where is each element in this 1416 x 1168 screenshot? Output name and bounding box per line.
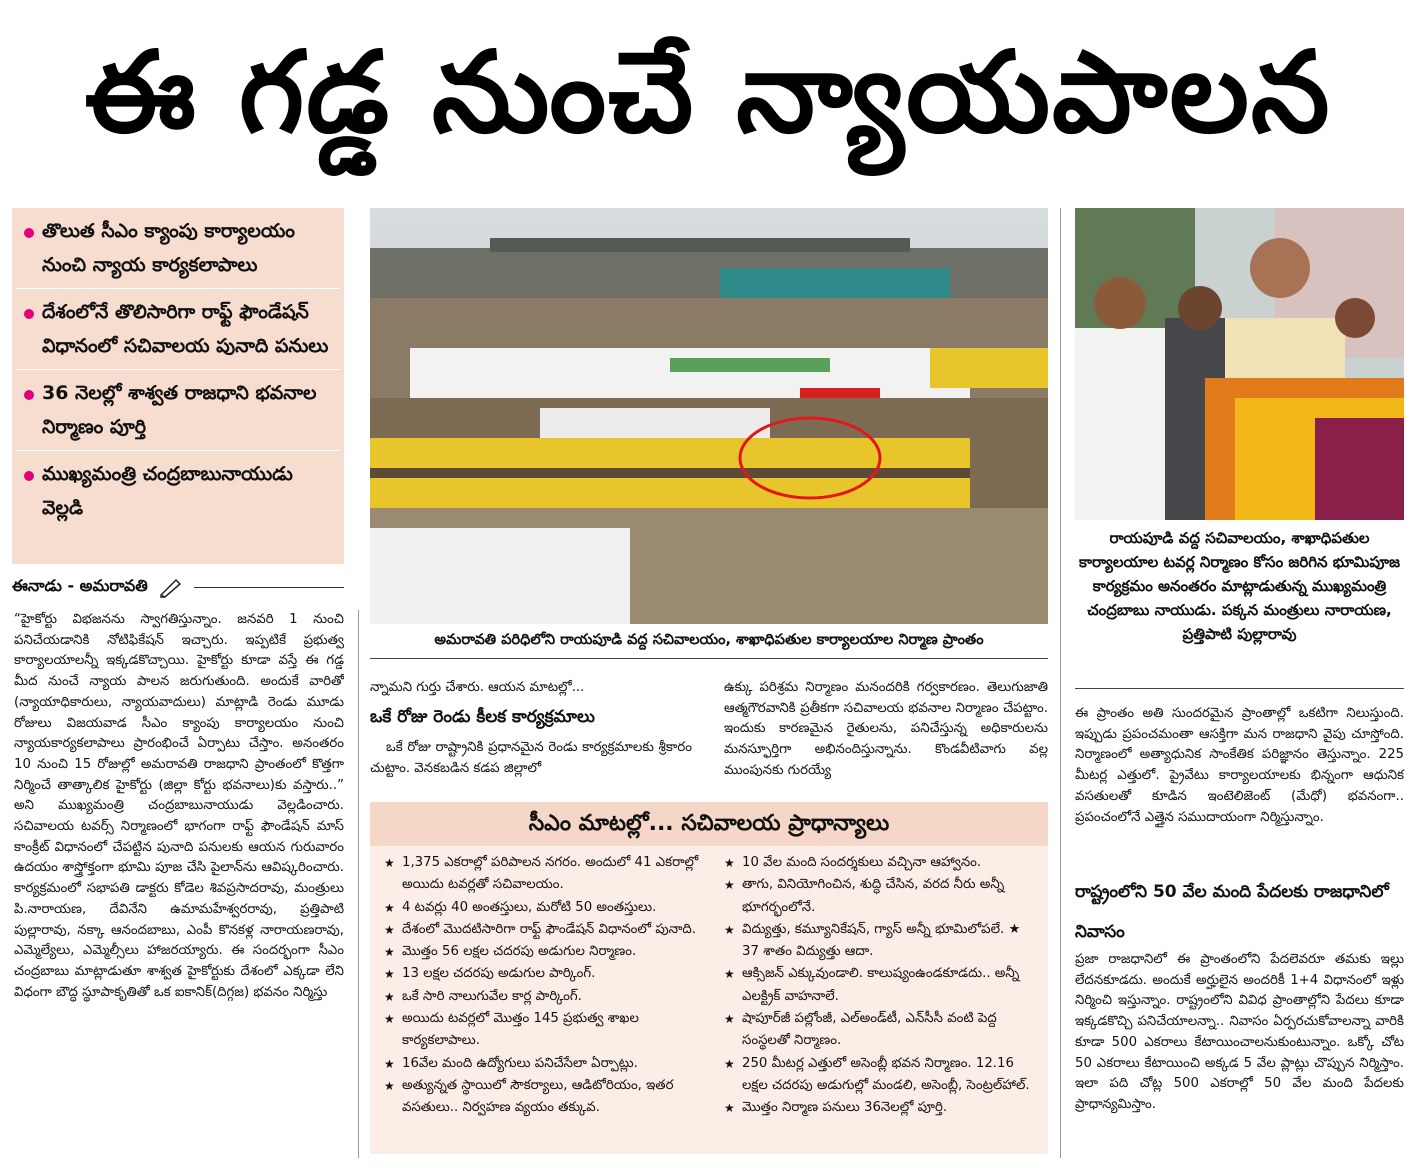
list-item: ★ విద్యుత్తు, కమ్యూనికేషన్, గ్యాస్ అన్నీ భూమిలోపలే. ★ 37 శాతం విద్యుత్తు ఆదా. bbox=[724, 919, 1040, 964]
photo-caption-right: రాయపూడి వద్ద సచివాలయం, శాఖాధిపతుల కార్యాలయాల టవర్ల నిర్మాణం కోసం జరిగిన భూమిపూజ కార్యక్రమం అనంతరం మాట్లాడుతున్న ముఖ్యమంత్రి చంద్రబాబు నాయుడు. పక్కన మంత్రులు నారాయణ, ప్రత్తిపాటి పుల్లారావు bbox=[1078, 529, 1401, 643]
article-column-1: “హైకోర్టు విభజనను స్వాగతిస్తున్నాం. జనవరి 1 నుంచి పనిచేయడానికి నోటిఫికేషన్ ఇచ్చారు. ఇప్పటికే ప్రభుత్వ కార్యాలయాలన్నీ ఇక్కడకొచ్చాయి. హైకోర్టు కూడా వస్తే ఈ గడ్డ మీద నుంచే న్యాయ పాలన జరుగుతుంది. అందుకే వారితో (న్యాయాధికారులు, న్యాయవాదులు) మాట్లాడి రెండు మూడు రోజులు విజయవాడ సీఎం క్యాంపు కార్యాలయం నుంచి న్యాయకార్యకలాపాలు ప్రారంభించే ఏర్పాటు చేస్తాం. అనంతరం 10 నుంచి 15 రోజుల్లో అమరావతి రాజధాని ప్రాంతంలో కొత్తగా నిర్మించే తాత్కాలిక హైకోర్టు (జిల్లా కోర్టు భవనాలు)కు వస్తారు..” అని ముఖ్యమంత్రి చంద్రబాబునాయుడు వెల్లడించారు. సచివాలయ టవర్స్ నిర్మాణంలో భాగంగా రాఫ్ట్ ఫౌండేషన్ మాస్ కాంక్రీట్ విధానంలో చేపట్టిన పునాది పనులకు ఆయన గురువారం ఉదయం శాస్త్రోక్తంగా భూమి పూజ చేసి పైలాన్‌ను ఆవిష్కరించారు. కార్యక్రమంలో సభాపతి డాక్టరు కోడెల శివప్రసాదరావు, మంత్రులు పి.నారాయణ, దేవినేని ఉమామహేశ్వరరావు, ప్రత్తిపాటి పుల్లారావు, నక్కా ఆనందబాబు, ఎంపీ కొనకళ్ల నారాయణరావు, ఎమ్మెల్యేలు, ఎమ్మెల్సీలు హాజరయ్యారు. ఈ సందర్భంగా సీఎం చంద్రబాబు మాట్లాడుతూ శాశ్వత హైకోర్టుకు దేశంలో ఎక్కడా లేని విధంగా బౌద్ధ స్థూపాకృతితో ఒక ఐకానిక్(దిగ్గజ) భవనం నిర్మిస్తు bbox=[14, 612, 344, 1000]
list-item: ★ ఒకే సారి నాలుగువేల కార్ల పార్కింగ్. bbox=[384, 986, 700, 1008]
list-item: ★ మొత్తం 56 లక్షల చదరపు అడుగుల నిర్మాణం. bbox=[384, 941, 700, 963]
highlight-item: దేశంలోనే తొలిసారిగా రాఫ్ట్ ఫౌండేషన్ విధానంలో సచివాలయ పునాది పనులు bbox=[12, 289, 344, 369]
article-column-3: ఉక్కు పరిశ్రమ నిర్మాణం మనందరికి గర్వకారణం. తెలుగుజాతి ఆత్మగౌరవానికి ప్రతీకగా సచివాలయ భవనాల నిర్మాణం చేపట్టాం. ఇందుకు కారణమైన రైతులను, పనిచేస్తున్న అధికారులను మనస్ఫూర్తిగా అభినందిస్తున్నాను. కొండవీటివాగు వల్ల ముంపునకు గురయ్యే bbox=[724, 680, 1048, 778]
list-item: ★ షాపూర్‌జీ పల్లోంజీ, ఎల్అండ్‌టీ, ఎన్‌సీసీ వంటి పెద్ద సంస్థలతో నిర్మాణం. bbox=[724, 1008, 1040, 1053]
byline-text: ఈనాడు - అమరావతి bbox=[12, 575, 148, 595]
highlight-item: ముఖ్యమంత్రి చంద్రబాబునాయుడు వెల్లడి bbox=[12, 451, 344, 531]
list-item: ★ 13 లక్షల చదరపు అడుగుల పార్కింగ్. bbox=[384, 963, 700, 985]
list-item: ★ 250 మీటర్ల ఎత్తులో అసెంబ్లీ భవన నిర్మాణం. 12.16 లక్షల చదరపు అడుగుల్లో మండలి, అసెంబ్లీ, సెంట్రల్‌హాల్. bbox=[724, 1053, 1040, 1098]
key-points-list-left bbox=[384, 852, 700, 1120]
list-item: ★ అయిదు టవర్లలో మొత్తం 145 ప్రభుత్వ శాఖల కార్యకలాపాలు. bbox=[384, 1008, 700, 1053]
list-item: ★ మొత్తం నిర్మాణ పనులు 36నెలల్లో పూర్తి. bbox=[724, 1097, 1040, 1119]
highlight-item: 36 నెలల్లో శాశ్వత రాజధాని భవనాల నిర్మాణం పూర్తి bbox=[12, 370, 344, 450]
article-column-2-top: న్నామని గుర్తు చేశారు. ఆయన మాటల్లో... bbox=[370, 680, 585, 695]
chief-minister-photo bbox=[1075, 208, 1404, 520]
list-item: ★ ఆక్సిజన్ ఎక్కువుండాలి. కాలుష్యంఉండకూడదు.. అన్నీ ఎలక్ట్రిక్ వాహనాలే. bbox=[724, 963, 1040, 1008]
article-column-2: ఒకే రోజు రాష్ట్రానికి ప్రధానమైన రెండు కార్యక్రమాలకు శ్రీకారం చుట్టాం. వెనకబడిన కడప జిల్లాలో bbox=[370, 740, 692, 776]
byline-rule bbox=[194, 587, 344, 588]
list-item: ★ తాగు, వినియోగించిన, శుద్ధి చేసిన, వరద నీరు అన్నీ భూగర్భంలోనే. bbox=[724, 874, 1040, 919]
pen-icon bbox=[158, 576, 184, 598]
photo-caption-center: అమరావతి పరిధిలోని రాయపూడి వద్ద సచివాలయం, శాఖాధిపతుల కార్యాలయాల నిర్మాణ ప్రాంతం bbox=[434, 632, 984, 648]
article-column-4-body: ప్రజా రాజధానిలో ఈ ప్రాంతంలోని పేదలెవరూ తమకు ఇల్లు లేదనకూడదు. అందుకే అర్హులైన అందరికీ 1+4 విధానంలో ఇళ్లు నిర్మించి ఇస్తున్నాం. రాష్ట్రంలోని వివిధ ప్రాంతాల్లోని పేదలు కూడా ఇక్కడకొచ్చి పనిచేయాలన్నా.. నివాసం ఏర్పరచుకోవాలన్నా వారికి కూడా 500 ఎకరాలు కేటాయించాలనుకుంటున్నాం. ఒక్కో చోట 50 ఎకరాలు కేటాయించి అక్కడ 5 వేల ప్లాట్లు చొప్పున నిర్మిస్తాం. ఇలా పది చోట్ల 500 ఎకరాల్లో 50 వేల మంది పేదలకు ప్రాధాన్యమిస్తాం. bbox=[1075, 952, 1404, 1112]
key-points-list-right bbox=[724, 852, 1040, 1120]
list-item: ★ 1,375 ఎకరాల్లో పరిపాలన నగరం. అందులో 41 ఎకరాల్లో అయిదు టవర్లతో సచివాలయం. bbox=[384, 852, 700, 897]
construction-photo bbox=[370, 208, 1048, 624]
list-item: ★ 4 టవర్లు 40 అంతస్తులు, మరోటి 50 అంతస్తులు. bbox=[384, 897, 700, 919]
list-item: ★ 10 వేల మంది సందర్శకులు వచ్చినా ఆహ్వానం. bbox=[724, 852, 1040, 874]
list-item: ★ అత్యున్నత స్థాయిలో సౌకర్యాలు, ఆడిటోరియం, ఇతర వసతులు.. నిర్వహణ వ్యయం తక్కువ. bbox=[384, 1075, 700, 1120]
column-4-subhead: రాష్ట్రంలోని 50 వేల మంది పేదలకు రాజధానిలో నివాసం bbox=[1075, 882, 1389, 942]
headline: ఈ గడ్డ నుంచే న్యాయపాలన bbox=[84, 28, 1332, 158]
article-column-4: ఈ ప్రాంతం అతి సుందరమైన ప్రాంతాల్లో ఒకటిగా నిలుస్తుంది. ఇప్పుడు ప్రపంచమంతా ఆసక్తిగా మన రాజధాని వైపు చూస్తోంది. నిర్మాణంలో అత్యాధునిక సాంకేతిక పరిజ్ఞానం తెస్తున్నాం. 225 మీటర్ల ఎత్తులో. ప్రైవేటు కార్యాలయాలకు భిన్నంగా ఆధునిక వసతులతో కూడిన ఇంటెలిజెంట్ (మేధో) భవనంగా.. ప్రపంచంలోనే ఎత్తైన సముదాయంగా నిర్మిస్తున్నాం. bbox=[1075, 706, 1404, 825]
highlights-box bbox=[12, 208, 344, 564]
column-2-subhead: ఒకే రోజు రెండు కీలక కార్యక్రమాలు bbox=[370, 707, 595, 727]
chief-minister-photo-illustration bbox=[1075, 208, 1404, 520]
key-points-title: సీఎం మాటల్లో... సచివాలయ ప్రాధాన్యాలు bbox=[370, 802, 1048, 846]
list-item: ★ 16వేల మంది ఉద్యోగులు పనిచేసేలా ఏర్పాట్లు. bbox=[384, 1053, 700, 1075]
list-item: ★ దేశంలో మొదటిసారిగా రాఫ్ట్ ఫౌండేషన్ విధానంలో పునాది. bbox=[384, 919, 700, 941]
construction-photo-illustration bbox=[370, 208, 1048, 624]
byline bbox=[12, 570, 344, 604]
highlight-item: తొలుత సీఎం క్యాంపు కార్యాలయం నుంచి న్యాయ కార్యకలాపాలు bbox=[12, 208, 344, 288]
